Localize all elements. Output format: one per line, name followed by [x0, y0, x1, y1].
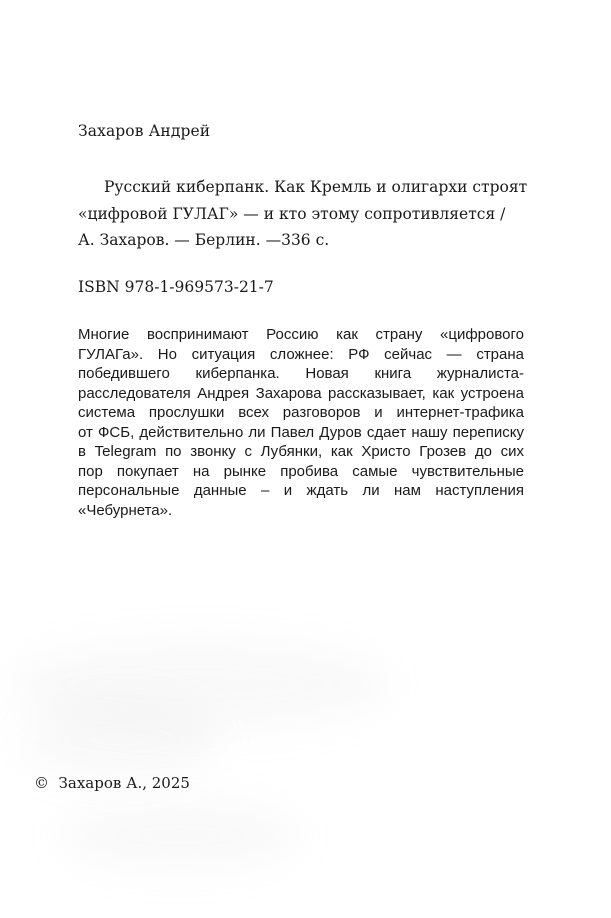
copyright-text: Захаров А., 2025 — [58, 774, 190, 792]
citation-line: «цифровой ГУЛАГ» — и кто этому сопротивляется / — [78, 204, 506, 223]
scan-smudge — [60, 800, 300, 870]
annotation-line: пор покупает на рынке пробива самые чувствительные — [78, 462, 524, 480]
annotation-line: в Telegram по звонку с Лубянки, как Христо Грозев до сих — [78, 443, 524, 460]
citation-line: А. Захаров. — Берлин. —336 с. — [78, 231, 330, 249]
citation-line: Русский киберпанк. Как Кремль и олигархи строят — [104, 178, 528, 196]
annotation-line: персональные данные – и ждать ли нам наступления — [78, 482, 524, 499]
copyright-notice — [34, 774, 190, 792]
annotation-line: от ФСБ, действительно ли Павел Дуров сдает нашу переписку — [78, 423, 524, 441]
copyright-symbol: © — [34, 774, 49, 792]
annotation-line: ГУЛАГа». Но ситуация сложнее: РФ сейчас — страна — [78, 345, 524, 363]
author-name: Захаров Андрей — [78, 122, 211, 140]
annotation-line: система прослушки всех разговоров и интернет-трафика — [78, 404, 524, 421]
book-annotation — [78, 325, 524, 520]
annotation-line: Многие воспринимают Россию как страну «цифрового — [78, 326, 524, 343]
annotation-line: расследователя Андрея Захарова рассказывает, как устроена — [78, 384, 524, 402]
annotation-line: победившего киберпанка. Новая книга журналиста- — [78, 365, 524, 382]
scan-smudge — [20, 700, 220, 780]
isbn: ISBN 978-1-969573-21-7 — [78, 278, 274, 296]
bibliographic-citation — [78, 174, 538, 254]
annotation-line: «Чебурнета». — [78, 501, 173, 519]
